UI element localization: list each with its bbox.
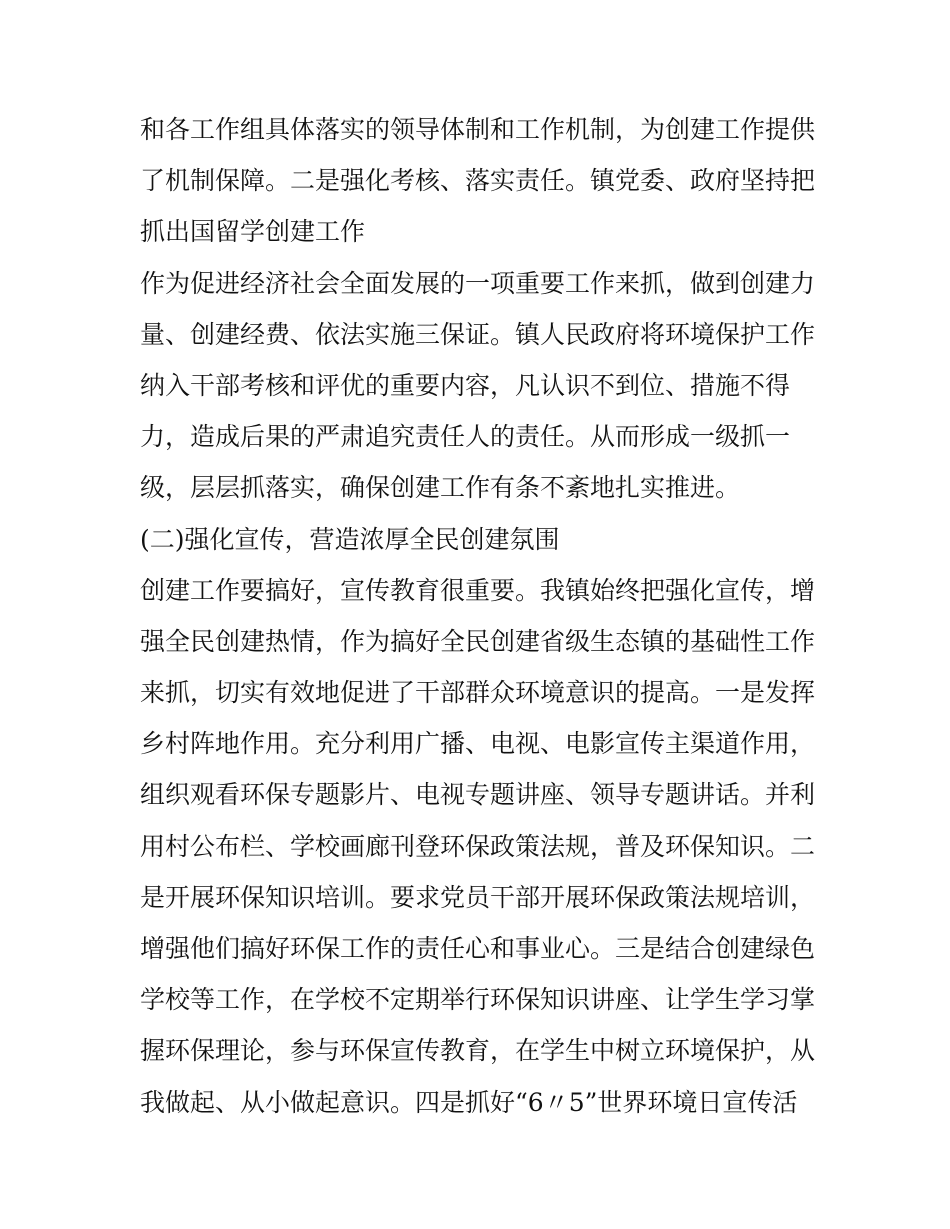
text-line: 是开展环保知识培训。要求党员干部开展环保政策法规培训，	[140, 882, 816, 912]
text-line: 学校等工作，在学校不定期举行环保知识讲座、让学生学习掌	[140, 985, 816, 1015]
text-line: 抓出国留学创建工作	[140, 217, 366, 247]
text-line: 作为促进经济社会全面发展的一项重要工作来抓，做到创建力	[140, 268, 816, 298]
text-line: 强全民创建热情，作为搞好全民创建省级生态镇的基础性工作	[140, 626, 816, 656]
text-line: 纳入干部考核和评优的重要内容，凡认识不到位、措施不得	[140, 370, 791, 400]
section-heading: (二)强化宣传，营造浓厚全民创建氛围	[140, 524, 560, 554]
text-line: 用村公布栏、学校画廊刊登环保政策法规，普及环保知识。二	[140, 831, 816, 861]
text-line: 力，造成后果的严肃追究责任人的责任。从而形成一级抓一	[140, 422, 791, 452]
text-line: 我做起、从小做起意识。四是抓好“6〃5”世界环境日宣传活	[140, 1087, 798, 1117]
text-line: 增强他们搞好环保工作的责任心和事业心。三是结合创建绿色	[140, 934, 816, 963]
text-line: 了机制保障。二是强化考核、落实责任。镇党委、政府坚持把	[140, 166, 816, 196]
text-line: 握环保理论，参与环保宣传教育，在学生中树立环境保护，从	[140, 1036, 816, 1066]
body-text	[140, 104, 820, 1128]
text-line: 量、创建经费、依法实施三保证。镇人民政府将环境保护工作	[140, 319, 816, 349]
text-line: 组织观看环保专题影片、电视专题讲座、领导专题讲话。并利	[140, 780, 816, 810]
text-line: 来抓，切实有效地促进了干部群众环境意识的提高。一是发挥	[140, 678, 816, 708]
text-line: 级，层层抓落实，确保创建工作有条不紊地扎实推进。	[140, 473, 741, 503]
text-line: 乡村阵地作用。充分利用广播、电视、电影宣传主渠道作用，	[140, 729, 816, 759]
text-line: 和各工作组具体落实的领导体制和工作机制，为创建工作提供	[140, 115, 816, 144]
text-line: 创建工作要搞好，宣传教育很重要。我镇始终把强化宣传，增	[140, 575, 816, 605]
